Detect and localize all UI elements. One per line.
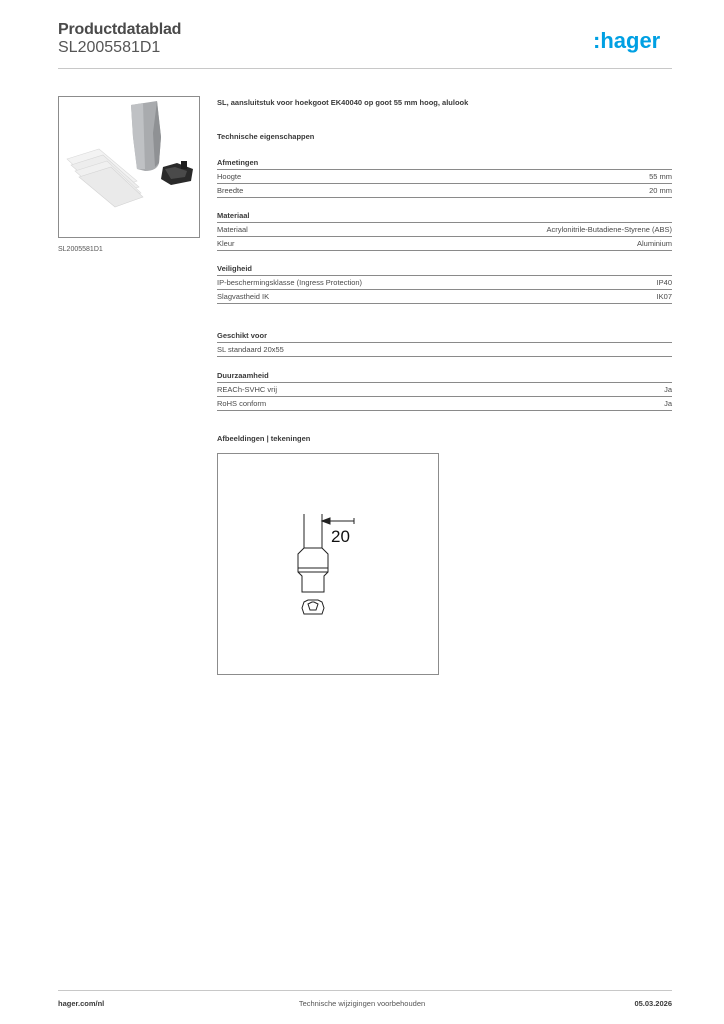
- hager-logo: [593, 28, 675, 56]
- section-material: [217, 209, 672, 251]
- table-row: [217, 184, 672, 198]
- row-value: Ja: [664, 399, 672, 408]
- table-row: [217, 170, 672, 184]
- row-label: Hoogte: [217, 172, 242, 181]
- row-label: Materiaal: [217, 225, 248, 234]
- section-title: Materiaal: [217, 209, 672, 223]
- section-title: Duurzaamheid: [217, 369, 672, 383]
- drawing-svg: [218, 454, 438, 674]
- footer-disclaimer: Technische wijzigingen voorbehouden: [298, 999, 426, 1008]
- section-title: Afmetingen: [217, 156, 672, 170]
- document-title: Productdatablad: [58, 21, 182, 38]
- section-dimensions: [217, 156, 672, 198]
- row-label: IP-beschermingsklasse (Ingress Protection): [217, 278, 363, 287]
- technical-properties-heading: Technische eigenschappen: [217, 132, 315, 141]
- row-label: Kleur: [217, 239, 235, 248]
- drawings-heading: Afbeeldingen | tekeningen: [217, 434, 311, 443]
- photo-caption: SL2005581D1: [58, 246, 103, 253]
- row-value: Acrylonitrile-Butadiene-Styrene (ABS): [546, 225, 672, 234]
- row-label: REACh-SVHC vrij: [217, 385, 278, 394]
- table-row: [217, 383, 672, 397]
- table-row: [217, 343, 672, 357]
- dimension-label: 20: [331, 527, 350, 546]
- row-label: Breedte: [217, 186, 244, 195]
- row-label: RoHS conform: [217, 399, 267, 408]
- row-label: SL standaard 20x55: [217, 345, 284, 354]
- product-photo: [58, 96, 200, 238]
- row-value: Aluminium: [636, 239, 672, 248]
- product-image: [59, 97, 199, 237]
- table-row: [217, 290, 672, 304]
- footer-divider: [58, 990, 672, 991]
- footer-date: 05.03.2026: [634, 999, 672, 1008]
- technical-drawing: [217, 453, 439, 675]
- section-title: Geschikt voor: [217, 329, 672, 343]
- section-title: Veiligheid: [217, 262, 672, 276]
- footer-website-link[interactable]: hager.com/nl: [58, 999, 105, 1008]
- row-value: IK07: [656, 292, 672, 301]
- section-suitable-for: [217, 329, 672, 357]
- row-value: Ja: [664, 385, 672, 394]
- table-row: [217, 276, 672, 290]
- table-row: [217, 237, 672, 251]
- product-code: SL2005581D1: [58, 39, 161, 56]
- row-value: 20 mm: [649, 186, 672, 195]
- table-row: [217, 397, 672, 411]
- logo-text: :hager: [593, 28, 661, 53]
- row-label: Slagvastheid IK: [217, 292, 270, 301]
- row-value: IP40: [656, 278, 672, 287]
- section-sustainability: [217, 369, 672, 411]
- table-row: [217, 223, 672, 237]
- section-safety: [217, 262, 672, 304]
- header-divider: [58, 68, 672, 69]
- product-description: SL, aansluitstuk voor hoekgoot EK40040 op goot 55 mm hoog, alulook: [217, 98, 469, 107]
- row-value: 55 mm: [649, 172, 672, 181]
